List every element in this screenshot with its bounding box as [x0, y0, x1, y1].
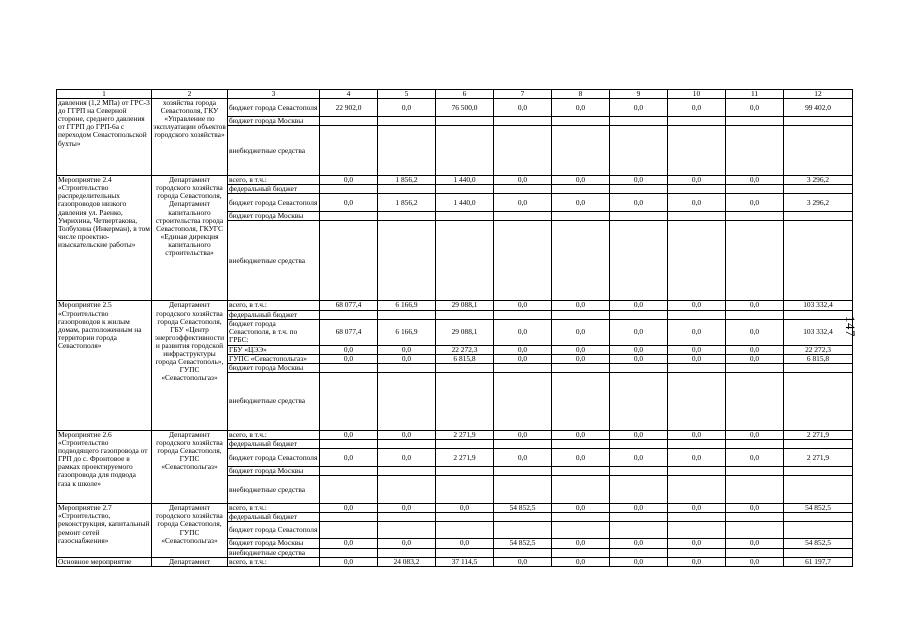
- amount-cell: 0,0: [610, 504, 668, 513]
- amount-cell: [784, 476, 853, 504]
- amount-cell: 0,0: [668, 504, 726, 513]
- amount-cell: [726, 513, 784, 522]
- amount-cell: 0,0: [378, 449, 436, 467]
- funding-source-cell: внебюджетные средства: [228, 221, 320, 301]
- funding-source-cell: бюджет города Москвы: [228, 212, 320, 221]
- amount-cell: 0,0: [668, 449, 726, 467]
- amount-cell: 0,0: [494, 557, 552, 566]
- funding-source-cell: внебюджетные средства: [228, 126, 320, 176]
- amount-cell: [320, 513, 378, 522]
- amount-cell: 0,0: [494, 319, 552, 345]
- amount-cell: 22 272,3: [436, 345, 494, 354]
- amount-cell: [726, 467, 784, 476]
- table-row: [57, 99, 853, 117]
- measure-name-cell: давления (1,2 МПа) от ГРС-3 до ГГРП на Северной стороне, среднего давления от ГГРП до ГРП-6а с переходом Севастопольской бухты»: [57, 99, 152, 176]
- amount-cell: [726, 548, 784, 557]
- amount-cell: [378, 476, 436, 504]
- amount-cell: 54 852,5: [784, 539, 853, 548]
- amount-cell: 0,0: [320, 504, 378, 513]
- executor-cell: Департамент городского хозяйства города Севастополя, ГУПС «Севастопольгаз»: [152, 504, 228, 557]
- amount-cell: [610, 372, 668, 430]
- table-row: [57, 176, 853, 185]
- measure-name-cell: Мероприятие 2.5 «Строительство газопроводов к жилым домам, расположенным на территории города Севастополя»: [57, 301, 152, 430]
- amount-cell: 1 856,2: [378, 176, 436, 185]
- amount-cell: 0,0: [494, 99, 552, 117]
- amount-cell: 0,0: [610, 319, 668, 345]
- amount-cell: 0,0: [668, 301, 726, 310]
- amount-cell: [668, 221, 726, 301]
- amount-cell: 0,0: [552, 539, 610, 548]
- amount-cell: 6 815,8: [436, 354, 494, 363]
- amount-cell: 0,0: [726, 194, 784, 212]
- amount-cell: 0,0: [320, 449, 378, 467]
- amount-cell: [784, 212, 853, 221]
- amount-cell: 0,0: [726, 449, 784, 467]
- amount-cell: 0,0: [320, 354, 378, 363]
- amount-cell: 3 296,2: [784, 194, 853, 212]
- amount-cell: [494, 467, 552, 476]
- amount-cell: [726, 117, 784, 126]
- amount-cell: 0,0: [552, 504, 610, 513]
- amount-cell: 0,0: [552, 449, 610, 467]
- executor-cell: Департамент городского хозяйства города Севастополя, ГУПС «Севастопольгаз»: [152, 430, 228, 503]
- amount-cell: [436, 185, 494, 194]
- table-row: [57, 504, 853, 513]
- amount-cell: [668, 513, 726, 522]
- amount-cell: 0,0: [378, 539, 436, 548]
- amount-cell: [436, 126, 494, 176]
- amount-cell: [494, 117, 552, 126]
- column-number: 10: [668, 90, 726, 99]
- amount-cell: 0,0: [610, 354, 668, 363]
- amount-cell: [320, 476, 378, 504]
- amount-cell: [610, 117, 668, 126]
- amount-cell: 0,0: [726, 557, 784, 566]
- amount-cell: [436, 310, 494, 319]
- amount-cell: [320, 212, 378, 221]
- measure-name-cell: Основное мероприятие: [57, 557, 152, 566]
- amount-cell: [552, 221, 610, 301]
- executor-cell: Департамент: [152, 557, 228, 566]
- amount-cell: 0,0: [378, 354, 436, 363]
- amount-cell: [726, 185, 784, 194]
- amount-cell: [610, 310, 668, 319]
- amount-cell: [726, 440, 784, 449]
- amount-cell: 1 856,2: [378, 194, 436, 212]
- funding-source-cell: федеральный бюджет: [228, 513, 320, 522]
- amount-cell: 68 077,4: [320, 301, 378, 310]
- executor-cell: хозяйства города Севастополя, ГКУ «Управление по эксплуатации объектов городского хозяйства»: [152, 99, 228, 176]
- measure-name-cell: Мероприятие 2.7 «Строительство, реконструкция, капитальный ремонт сетей газоснабжения»: [57, 504, 152, 557]
- amount-cell: [378, 212, 436, 221]
- amount-cell: [494, 126, 552, 176]
- amount-cell: 29 088,1: [436, 301, 494, 310]
- amount-cell: [610, 467, 668, 476]
- amount-cell: 0,0: [726, 354, 784, 363]
- amount-cell: [436, 212, 494, 221]
- amount-cell: [668, 476, 726, 504]
- amount-cell: [784, 467, 853, 476]
- amount-cell: [726, 310, 784, 319]
- amount-cell: 0,0: [320, 430, 378, 439]
- amount-cell: 37 114,5: [436, 557, 494, 566]
- column-number: 6: [436, 90, 494, 99]
- amount-cell: [494, 363, 552, 372]
- amount-cell: [320, 363, 378, 372]
- amount-cell: 0,0: [668, 176, 726, 185]
- amount-cell: [320, 522, 378, 539]
- amount-cell: [668, 185, 726, 194]
- amount-cell: 0,0: [610, 194, 668, 212]
- column-number: 1: [57, 90, 152, 99]
- amount-cell: [320, 126, 378, 176]
- amount-cell: 0,0: [494, 345, 552, 354]
- amount-cell: [494, 476, 552, 504]
- amount-cell: [610, 221, 668, 301]
- amount-cell: 0,0: [726, 99, 784, 117]
- amount-cell: [494, 221, 552, 301]
- funding-source-cell: бюджет города Севастополя: [228, 194, 320, 212]
- amount-cell: 99 402,0: [784, 99, 853, 117]
- amount-cell: 0,0: [494, 354, 552, 363]
- amount-cell: 0,0: [378, 345, 436, 354]
- amount-cell: [784, 372, 853, 430]
- funding-source-cell: всего, в т.ч.:: [228, 557, 320, 566]
- amount-cell: 103 332,4: [784, 319, 853, 345]
- amount-cell: [320, 221, 378, 301]
- amount-cell: [784, 126, 853, 176]
- column-number: 7: [494, 90, 552, 99]
- amount-cell: [726, 126, 784, 176]
- amount-cell: [494, 212, 552, 221]
- amount-cell: 0,0: [320, 345, 378, 354]
- amount-cell: [378, 372, 436, 430]
- amount-cell: [436, 476, 494, 504]
- amount-cell: [668, 310, 726, 319]
- funding-source-cell: всего, в т.ч.:: [228, 301, 320, 310]
- executor-cell: Департамент городского хозяйства города Севастополя, ГБУ «Центр энергоэффективности и развития городской инфраструктуры города Севастополь», ГУПС «Севастопольгаз»: [152, 301, 228, 430]
- amount-cell: 0,0: [668, 354, 726, 363]
- amount-cell: 0,0: [610, 539, 668, 548]
- amount-cell: 0,0: [726, 301, 784, 310]
- amount-cell: [436, 221, 494, 301]
- amount-cell: [726, 212, 784, 221]
- funding-source-cell: ГБУ «ЦЭЭ»: [228, 345, 320, 354]
- amount-cell: [610, 513, 668, 522]
- amount-cell: 0,0: [726, 539, 784, 548]
- amount-cell: [726, 221, 784, 301]
- amount-cell: [552, 522, 610, 539]
- amount-cell: [552, 117, 610, 126]
- amount-cell: 0,0: [552, 354, 610, 363]
- amount-cell: [378, 363, 436, 372]
- amount-cell: [378, 513, 436, 522]
- funding-source-cell: бюджет города Москвы: [228, 539, 320, 548]
- amount-cell: [726, 372, 784, 430]
- amount-cell: 0,0: [726, 504, 784, 513]
- amount-cell: 0,0: [726, 176, 784, 185]
- amount-cell: [320, 548, 378, 557]
- amount-cell: [610, 212, 668, 221]
- funding-source-cell: бюджет города Москвы: [228, 117, 320, 126]
- funding-source-cell: федеральный бюджет: [228, 185, 320, 194]
- amount-cell: 0,0: [494, 430, 552, 439]
- amount-cell: 0,0: [610, 176, 668, 185]
- amount-cell: 0,0: [320, 557, 378, 566]
- amount-cell: 0,0: [494, 449, 552, 467]
- amount-cell: [552, 372, 610, 430]
- amount-cell: 0,0: [668, 319, 726, 345]
- amount-cell: [436, 363, 494, 372]
- column-number: 4: [320, 90, 378, 99]
- amount-cell: 0,0: [668, 430, 726, 439]
- table-row: [57, 301, 853, 310]
- amount-cell: [610, 522, 668, 539]
- amount-cell: 0,0: [494, 194, 552, 212]
- amount-cell: [378, 522, 436, 539]
- column-number-row: [57, 90, 853, 99]
- amount-cell: [378, 440, 436, 449]
- amount-cell: [784, 363, 853, 372]
- amount-cell: 0,0: [552, 176, 610, 185]
- amount-cell: 2 271,9: [784, 449, 853, 467]
- amount-cell: [610, 548, 668, 557]
- amount-cell: [610, 363, 668, 372]
- amount-cell: [668, 117, 726, 126]
- funding-source-cell: внебюджетные средства: [228, 548, 320, 557]
- amount-cell: [436, 117, 494, 126]
- amount-cell: 0,0: [610, 430, 668, 439]
- amount-cell: [552, 548, 610, 557]
- amount-cell: [552, 363, 610, 372]
- column-number: 5: [378, 90, 436, 99]
- amount-cell: [320, 185, 378, 194]
- measure-name-cell: Мероприятие 2.6 «Строительство подводящего газопровода от ГРП до с. Фронтовое в рамках проектируемого газопровода для подвода газа к школе»: [57, 430, 152, 503]
- amount-cell: [552, 185, 610, 194]
- amount-cell: 0,0: [610, 557, 668, 566]
- amount-cell: [436, 467, 494, 476]
- amount-cell: [552, 440, 610, 449]
- amount-cell: [552, 476, 610, 504]
- measure-name-cell: Мероприятие 2.4 «Строительство распределительных газопроводов низкого давления ул. Раенко, Умрихина, Четвертакова, Толбухина (Инкерман), в том числе проектно-изыскательские работы»: [57, 176, 152, 301]
- amount-cell: 0,0: [436, 539, 494, 548]
- amount-cell: 0,0: [668, 345, 726, 354]
- column-number: 3: [228, 90, 320, 99]
- funding-source-cell: всего, в т.ч.:: [228, 176, 320, 185]
- amount-cell: [784, 522, 853, 539]
- amount-cell: [436, 522, 494, 539]
- amount-cell: 0,0: [668, 557, 726, 566]
- amount-cell: 2 271,9: [436, 449, 494, 467]
- amount-cell: [668, 372, 726, 430]
- amount-cell: [320, 117, 378, 126]
- amount-cell: 6 166,9: [378, 301, 436, 310]
- amount-cell: [436, 440, 494, 449]
- amount-cell: [610, 126, 668, 176]
- amount-cell: [320, 467, 378, 476]
- amount-cell: [320, 310, 378, 319]
- amount-cell: 0,0: [610, 99, 668, 117]
- amount-cell: 22 902,0: [320, 99, 378, 117]
- amount-cell: 3 296,2: [784, 176, 853, 185]
- amount-cell: [378, 310, 436, 319]
- amount-cell: [494, 522, 552, 539]
- funding-source-cell: бюджет города Севастополя: [228, 449, 320, 467]
- amount-cell: 0,0: [610, 449, 668, 467]
- amount-cell: [320, 372, 378, 430]
- funding-source-cell: ГУПС «Севастопольгаз»: [228, 354, 320, 363]
- amount-cell: [436, 513, 494, 522]
- amount-cell: 1 440,0: [436, 194, 494, 212]
- amount-cell: [494, 310, 552, 319]
- amount-cell: [494, 440, 552, 449]
- amount-cell: [726, 363, 784, 372]
- amount-cell: 0,0: [552, 99, 610, 117]
- amount-cell: [552, 310, 610, 319]
- amount-cell: [726, 522, 784, 539]
- amount-cell: [378, 467, 436, 476]
- funding-source-cell: всего, в т.ч.:: [228, 504, 320, 513]
- amount-cell: [668, 440, 726, 449]
- amount-cell: 6 815,8: [784, 354, 853, 363]
- amount-cell: [494, 513, 552, 522]
- funding-source-cell: бюджет города Москвы: [228, 467, 320, 476]
- amount-cell: 0,0: [668, 539, 726, 548]
- funding-source-cell: федеральный бюджет: [228, 310, 320, 319]
- budget-table: [56, 89, 853, 567]
- amount-cell: [494, 372, 552, 430]
- amount-cell: [726, 476, 784, 504]
- amount-cell: [436, 372, 494, 430]
- funding-source-cell: внебюджетные средства: [228, 476, 320, 504]
- amount-cell: 54 852,5: [494, 504, 552, 513]
- amount-cell: 103 332,4: [784, 301, 853, 310]
- amount-cell: [668, 522, 726, 539]
- amount-cell: 1 440,0: [436, 176, 494, 185]
- amount-cell: [610, 440, 668, 449]
- amount-cell: 54 852,5: [784, 504, 853, 513]
- amount-cell: 0,0: [552, 430, 610, 439]
- page-number: 147: [843, 316, 858, 337]
- amount-cell: [668, 212, 726, 221]
- amount-cell: 24 083,2: [378, 557, 436, 566]
- amount-cell: [494, 548, 552, 557]
- table-row: [57, 557, 853, 566]
- amount-cell: 0,0: [610, 301, 668, 310]
- amount-cell: 0,0: [494, 301, 552, 310]
- executor-cell: Департамент городского хозяйства города Севастополя, Департамент капитального строительства города Севастополя, ГКУГС «Единая дирекция капитального строительства»: [152, 176, 228, 301]
- funding-source-cell: бюджет города Севастополя, в т.ч. по ГРБС:: [228, 319, 320, 345]
- budget-table-page: [56, 89, 852, 567]
- amount-cell: 0,0: [320, 539, 378, 548]
- amount-cell: [784, 185, 853, 194]
- amount-cell: 0,0: [726, 319, 784, 345]
- column-number: 9: [610, 90, 668, 99]
- funding-source-cell: бюджет города Севастополя: [228, 99, 320, 117]
- column-number: 11: [726, 90, 784, 99]
- funding-source-cell: всего, в т.ч.:: [228, 430, 320, 439]
- amount-cell: 0,0: [610, 345, 668, 354]
- amount-cell: [378, 185, 436, 194]
- amount-cell: [552, 513, 610, 522]
- column-number: 8: [552, 90, 610, 99]
- amount-cell: [552, 212, 610, 221]
- amount-cell: 0,0: [494, 176, 552, 185]
- amount-cell: [378, 126, 436, 176]
- amount-cell: 22 272,3: [784, 345, 853, 354]
- amount-cell: [436, 548, 494, 557]
- amount-cell: 2 271,9: [436, 430, 494, 439]
- amount-cell: [320, 440, 378, 449]
- amount-cell: [784, 440, 853, 449]
- amount-cell: [784, 117, 853, 126]
- amount-cell: [610, 476, 668, 504]
- amount-cell: [378, 221, 436, 301]
- amount-cell: 61 197,7: [784, 557, 853, 566]
- amount-cell: [378, 117, 436, 126]
- amount-cell: 54 852,5: [494, 539, 552, 548]
- amount-cell: 0,0: [726, 345, 784, 354]
- column-number: 12: [784, 90, 853, 99]
- amount-cell: [668, 548, 726, 557]
- amount-cell: [494, 185, 552, 194]
- amount-cell: 0,0: [668, 194, 726, 212]
- amount-cell: 0,0: [552, 194, 610, 212]
- funding-source-cell: бюджет города Москвы: [228, 363, 320, 372]
- amount-cell: [668, 467, 726, 476]
- table-row: [57, 430, 853, 439]
- column-number: 2: [152, 90, 228, 99]
- amount-cell: 0,0: [668, 99, 726, 117]
- funding-source-cell: бюджет города Севастополя: [228, 522, 320, 539]
- amount-cell: 2 271,9: [784, 430, 853, 439]
- amount-cell: 0,0: [320, 194, 378, 212]
- amount-cell: [668, 126, 726, 176]
- amount-cell: 0,0: [378, 99, 436, 117]
- amount-cell: 29 088,1: [436, 319, 494, 345]
- amount-cell: [552, 126, 610, 176]
- amount-cell: 0,0: [320, 176, 378, 185]
- amount-cell: 0,0: [378, 430, 436, 439]
- amount-cell: 0,0: [552, 557, 610, 566]
- amount-cell: [378, 548, 436, 557]
- amount-cell: 6 166,9: [378, 319, 436, 345]
- funding-source-cell: федеральный бюджет: [228, 440, 320, 449]
- amount-cell: 0,0: [378, 504, 436, 513]
- funding-source-cell: внебюджетные средства: [228, 372, 320, 430]
- amount-cell: 0,0: [552, 319, 610, 345]
- amount-cell: [784, 513, 853, 522]
- amount-cell: 76 500,0: [436, 99, 494, 117]
- amount-cell: 0,0: [726, 430, 784, 439]
- amount-cell: 0,0: [552, 345, 610, 354]
- amount-cell: [610, 185, 668, 194]
- amount-cell: [784, 221, 853, 301]
- amount-cell: 0,0: [552, 301, 610, 310]
- amount-cell: [668, 363, 726, 372]
- amount-cell: 68 077,4: [320, 319, 378, 345]
- amount-cell: [784, 548, 853, 557]
- amount-cell: 0,0: [436, 504, 494, 513]
- amount-cell: [552, 467, 610, 476]
